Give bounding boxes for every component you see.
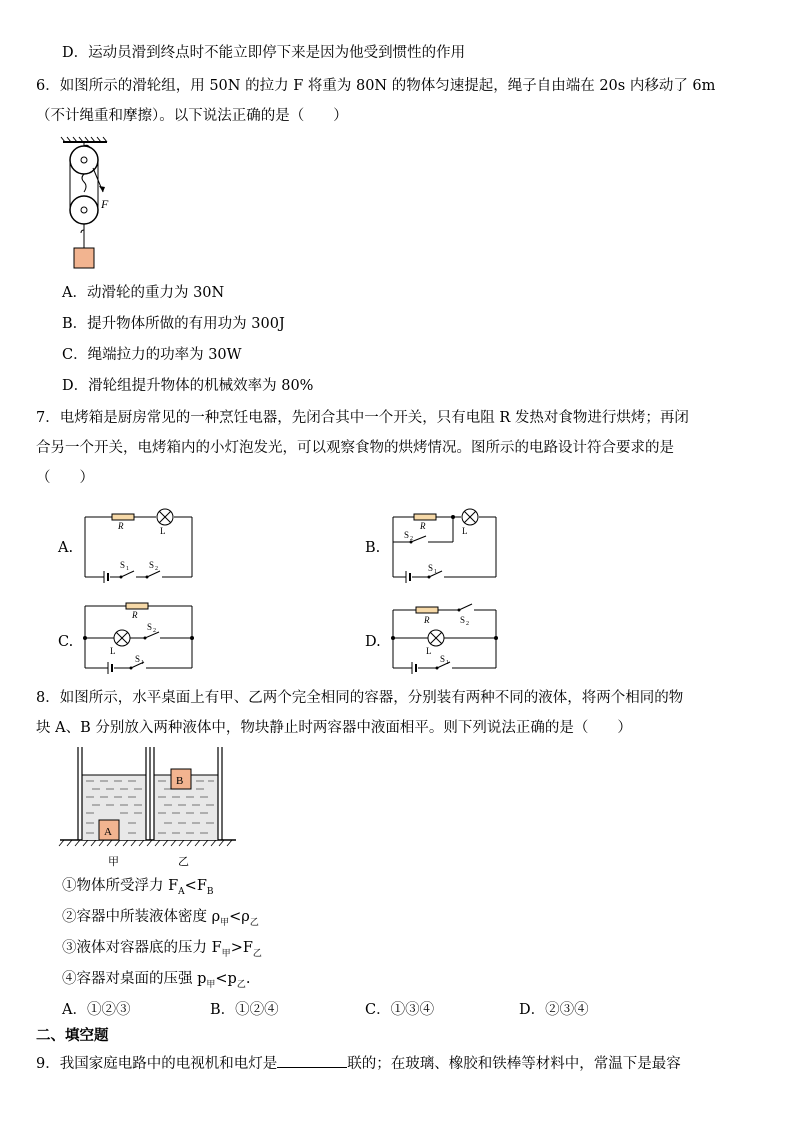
q8-stem-line1: 8．如图所示，水平桌面上有甲、乙两个完全相同的容器，分别装有两种不同的液体，将两个相同的物 — [36, 690, 684, 706]
q8-option-b: B．①②④ — [210, 1002, 279, 1018]
q8-option-a: A．①②③ — [62, 1002, 131, 1018]
q8-statement-4: ④容器对桌面的压强 $p_甲<p_乙$. — [62, 971, 251, 990]
pulley-figure — [55, 136, 135, 271]
q8-option-d: D．②③④ — [519, 1002, 589, 1018]
circuit-a — [80, 505, 200, 585]
svg-text:S: S — [120, 560, 126, 570]
svg-text:2: 2 — [410, 536, 413, 542]
q5-option-d: D．运动员滑到终点时不能立即停下来是因为他受到惯性的作用 — [62, 45, 466, 61]
block-b-label: B — [176, 775, 184, 787]
q6-option-a: A．动滑轮的重力为 30N — [62, 285, 225, 301]
svg-text:L: L — [160, 526, 166, 536]
svg-text:2: 2 — [155, 566, 158, 572]
q8-statement-2: ②容器中所装液体密度 $\rho_甲<\rho_乙$ — [62, 909, 259, 928]
force-label: F — [101, 197, 109, 211]
circuit-a-label: A. — [58, 540, 74, 556]
q8-option-c: C．①③④ — [365, 1002, 435, 1018]
q6-stem-line1: 6．如图所示的滑轮组，用 50N 的拉力 F 将重为 80N 的物体匀速提起，绳子自由端在 20s 内移动了 6m — [36, 78, 716, 94]
q7-stem-line2: 合另一个开关，电烤箱内的小灯泡发光，可以观察食物的烘烤情况。图所示的电路设计符合要求的是 — [36, 440, 674, 456]
circuit-b — [388, 505, 503, 585]
q7-stem-line1: 7．电烤箱是厨房常见的一种烹饪电器，先闭合其中一个开关，只有电阻 R 发热对食物进行烘烤；再闭 — [36, 410, 689, 426]
svg-text:L: L — [462, 526, 468, 536]
svg-text:2: 2 — [153, 628, 156, 634]
svg-text:L: L — [110, 646, 116, 656]
svg-text:S: S — [428, 563, 434, 573]
svg-text:S: S — [440, 654, 446, 664]
q8-stem-line2: 块 A、B 分别放入两种液体中，物块静止时两容器中液面相平。则下列说法正确的是（ ） — [36, 720, 632, 736]
svg-text:R: R — [132, 610, 138, 620]
svg-text:S: S — [460, 615, 466, 625]
svg-text:S: S — [147, 622, 153, 632]
circuit-c — [80, 598, 200, 678]
container-jia-label: 甲 — [108, 856, 119, 868]
q9-stem: 9．我国家庭电路中的电视机和电灯是 联的；在玻璃、橡胶和铁棒等材料中，常温下是最容 — [36, 1053, 681, 1074]
q8-statement-1: ①物体所受浮力 $F_A<F_B$ — [62, 878, 214, 897]
block-a-label: A — [104, 826, 112, 838]
svg-text:R: R — [118, 521, 124, 531]
circuit-c-label: C. — [58, 634, 74, 650]
q6-option-c: C．绳端拉力的功率为 30W — [62, 347, 242, 363]
svg-text:S: S — [404, 530, 410, 540]
circuit-b-label: B. — [365, 540, 381, 556]
q6-option-d: D．滑轮组提升物体的机械效率为 80% — [62, 378, 314, 394]
containers-figure — [58, 747, 238, 877]
q7-stem-line3: （ ） — [36, 470, 94, 486]
q9-answer-blank[interactable] — [277, 1053, 347, 1068]
svg-text:1: 1 — [126, 566, 129, 572]
svg-text:2: 2 — [466, 621, 469, 627]
svg-text:1: 1 — [446, 660, 449, 666]
svg-text:R: R — [424, 615, 430, 625]
circuit-d — [388, 598, 503, 678]
svg-text:S: S — [135, 654, 141, 664]
svg-text:R: R — [420, 521, 426, 531]
q8-statement-3: ③液体对容器底的压力 $F_甲>F_乙$ — [62, 940, 262, 959]
svg-text:S: S — [149, 560, 155, 570]
container-yi-label: 乙 — [178, 856, 189, 868]
svg-text:1: 1 — [141, 660, 144, 666]
section-heading: 二、填空题 — [36, 1028, 109, 1044]
q6-stem-line2: （不计绳重和摩擦）。以下说法正确的是（ ） — [36, 108, 348, 124]
q6-option-b: B．提升物体所做的有用功为 300J — [62, 316, 285, 332]
svg-text:1: 1 — [434, 569, 437, 575]
circuit-d-label: D. — [365, 634, 381, 650]
svg-text:L: L — [426, 646, 432, 656]
